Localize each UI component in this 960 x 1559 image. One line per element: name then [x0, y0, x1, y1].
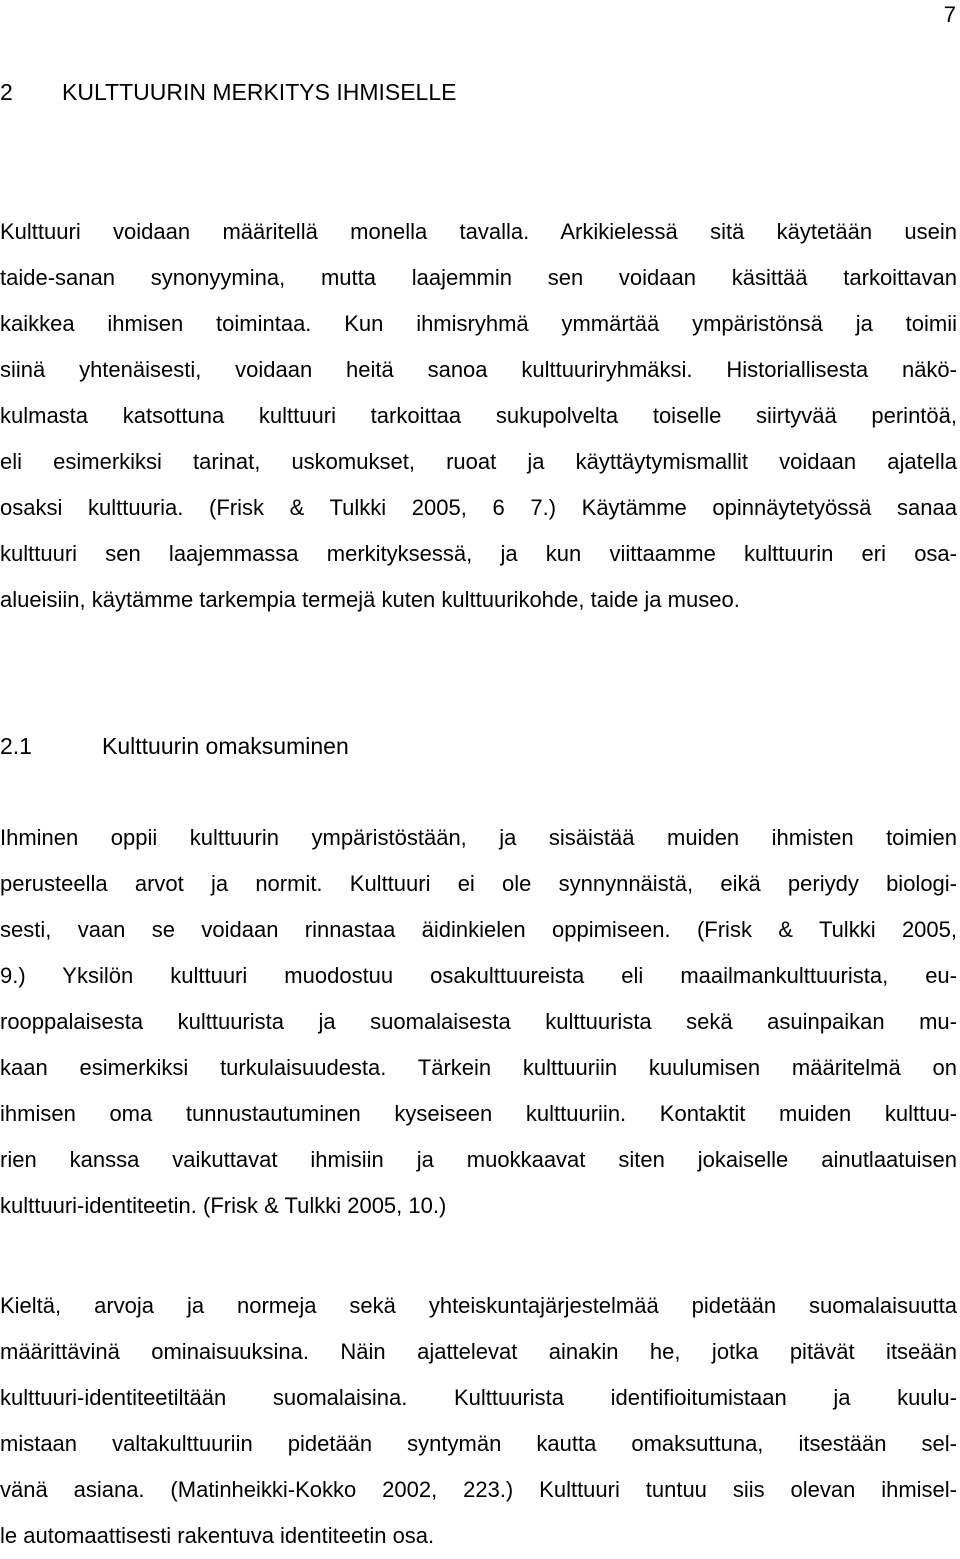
text-line: ihmisen oma tunnustautuminen kyseiseen kulttuuriin. Kontaktit muiden kulttuu- [0, 1101, 957, 1126]
text-line: sesti, vaan se voidaan rinnastaa äidinkielen oppimiseen. (Frisk & Tulkki 2005, [0, 917, 957, 942]
chapter-title: KULTTUURIN MERKITYS IHMISELLE [62, 79, 457, 105]
text-line: perusteella arvot ja normit. Kulttuuri ei ole synnynnäistä, eikä periydy biologi- [0, 871, 957, 896]
text-line: 9.) Yksilön kulttuuri muodostuu osakulttuureista eli maailmankulttuurista, eu- [0, 963, 957, 988]
text-line: alueisiin, käytämme tarkempia termejä kuten kulttuurikohde, taide ja museo. [0, 587, 740, 612]
text-line: kulttuuri-identiteetin. (Frisk & Tulkki 2005, 10.) [0, 1193, 447, 1218]
text-line: osaksi kulttuuria. (Frisk & Tulkki 2005, 6 7.) Käytämme opinnäytetyössä sanaa [0, 495, 957, 520]
page-number: 7 [943, 2, 956, 27]
text-line: kulttuuri-identiteetiltään suomalaisina. Kulttuurista identifioitumistaan ja kuulu- [0, 1385, 957, 1410]
text-line: kulmasta katsottuna kulttuuri tarkoittaa sukupolvelta toiselle siirtyvää perintöä, [0, 403, 957, 428]
text-line: le automaattisesti rakentuva identiteetin osa. [0, 1523, 435, 1548]
text-line: rooppalaisesta kulttuurista ja suomalaisesta kulttuurista sekä asuinpaikan mu- [0, 1009, 957, 1034]
text-line: vänä asiana. (Matinheikki-Kokko 2002, 223.) Kulttuuri tuntuu siis olevan ihmisel- [0, 1477, 957, 1502]
chapter-heading [0, 78, 456, 106]
text-line: kaikkea ihmisen toimintaa. Kun ihmisryhmä ymmärtää ympäristönsä ja toimii [0, 311, 957, 336]
text-line: taide-sanan synonyymina, mutta laajemmin sen voidaan käsittää tarkoittavan [0, 265, 957, 290]
text-line: Ihminen oppii kulttuurin ympäristöstään, ja sisäistää muiden ihmisten toimien [0, 825, 957, 850]
text-line: kulttuuri sen laajemmassa merkityksessä, ja kun viittaamme kulttuurin eri osa- [0, 541, 957, 566]
text-line: kaan esimerkiksi turkulaisuudesta. Tärkein kulttuuriin kuulumisen määritelmä on [0, 1055, 957, 1080]
section-heading [0, 732, 349, 760]
text-line: Kulttuuri voidaan määritellä monella tavalla. Arkikielessä sitä käytetään usein [0, 219, 957, 244]
text-line: mistaan valtakulttuuriin pidetään syntymän kautta omaksuttuna, itsestään sel- [0, 1431, 957, 1456]
chapter-number: 2 [0, 79, 13, 105]
text-line: eli esimerkiksi tarinat, uskomukset, ruoat ja käyttäytymismallit voidaan ajatella [0, 449, 957, 474]
text-line: siinä yhtenäisesti, voidaan heitä sanoa kulttuuriryhmäksi. Historiallisesta näkö- [0, 357, 957, 382]
section-number: 2.1 [0, 733, 32, 759]
paragraph-1 [0, 209, 957, 623]
paragraph-3 [0, 1283, 957, 1559]
text-line: Kieltä, arvoja ja normeja sekä yhteiskuntajärjestelmää pidetään suomalaisuutta [0, 1293, 957, 1318]
text-line: määrittävinä ominaisuuksina. Näin ajattelevat ainakin he, jotka pitävät itseään [0, 1339, 957, 1364]
text-line: rien kanssa vaikuttavat ihmisiin ja muokkaavat siten jokaiselle ainutlaatuisen [0, 1147, 957, 1172]
section-title: Kulttuurin omaksuminen [102, 733, 349, 759]
paragraph-2 [0, 815, 957, 1229]
